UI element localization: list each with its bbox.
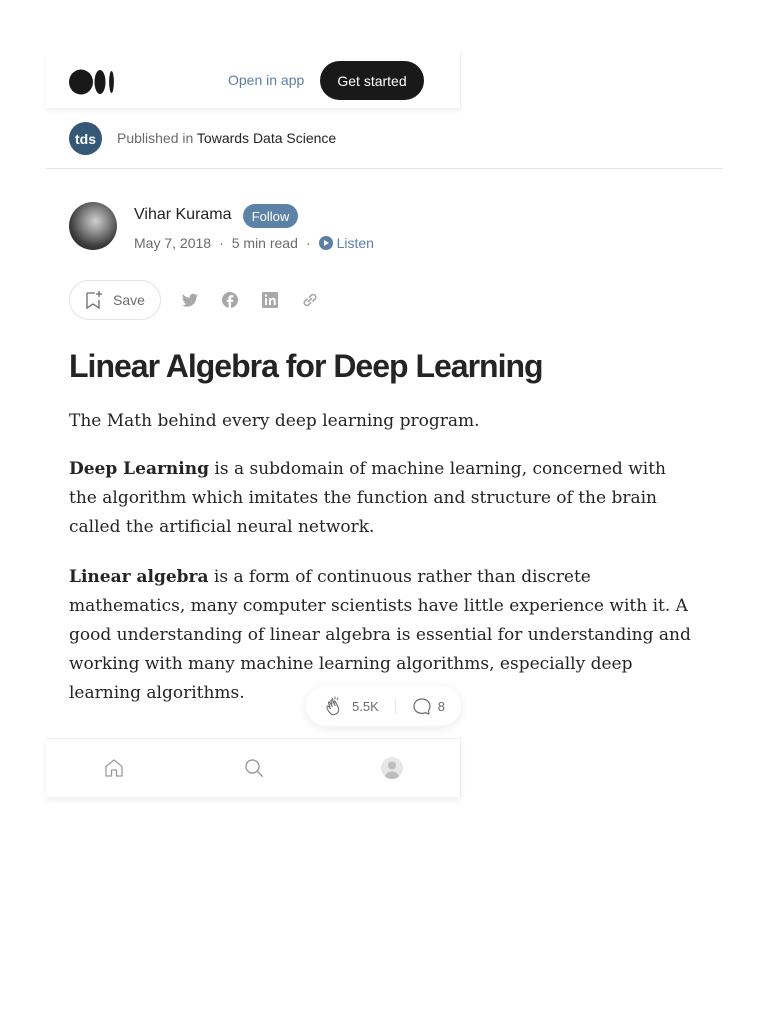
clap-icon [324,695,346,717]
facebook-icon[interactable] [220,290,240,310]
linkedin-icon[interactable] [260,290,280,310]
profile-icon[interactable] [380,756,404,780]
engagement-bar [306,686,461,726]
search-icon[interactable] [242,756,266,780]
publish-date: May 7, 2018 [134,235,212,251]
link-icon[interactable] [300,290,320,310]
engagement-separator [395,698,396,714]
meta-separator: · [219,235,224,251]
follow-button[interactable]: Follow [243,204,298,228]
play-icon [319,236,333,250]
publication-avatar[interactable]: tds [69,122,102,155]
listen-button[interactable] [319,235,374,251]
listen-label: Listen [336,235,374,251]
clap-button[interactable] [324,695,379,717]
comment-icon [412,696,432,716]
get-started-button[interactable]: Get started [320,61,424,100]
publication-name-link[interactable]: Towards Data Science [196,130,337,146]
paragraph-text: is a form of continuous rather than discrete mathematics, many computer scientists have little experience with it. A good understanding of linear algebra is essential for understanding and working with many machine learning algorithms, especially deep learning algorithms. [69,567,691,703]
bookmark-add-icon [85,290,103,310]
article-meta [134,235,374,251]
home-icon[interactable] [102,756,126,780]
responses-button[interactable] [412,696,445,716]
bold-term: Linear algebra [69,567,209,587]
medium-logo-icon[interactable] [69,69,115,95]
published-in-label: Published in [117,130,194,146]
top-bar [46,52,461,108]
article-subtitle: The Math behind every deep learning program. [69,411,480,431]
save-label: Save [113,292,145,308]
divider [46,168,723,169]
twitter-icon[interactable] [180,290,200,310]
paragraph-text: is a subdomain of machine learning, concerned with the algorithm which imitates the function and structure of the brain called the artificial neural network. [69,459,666,537]
save-button[interactable] [69,280,161,320]
author-name[interactable]: Vihar Kurama [134,206,232,223]
article-paragraph [69,455,699,542]
meta-separator: · [305,235,311,251]
response-count: 8 [437,698,445,714]
published-in-line [117,130,336,146]
bottom-navigation [46,738,461,797]
bold-term: Deep Learning [69,459,209,479]
author-avatar[interactable] [69,202,117,250]
open-in-app-link[interactable]: Open in app [228,72,305,88]
article-title: Linear Algebra for Deep Learning [69,348,543,384]
read-time: 5 min read [231,235,298,251]
clap-count: 5.5K [352,698,379,714]
